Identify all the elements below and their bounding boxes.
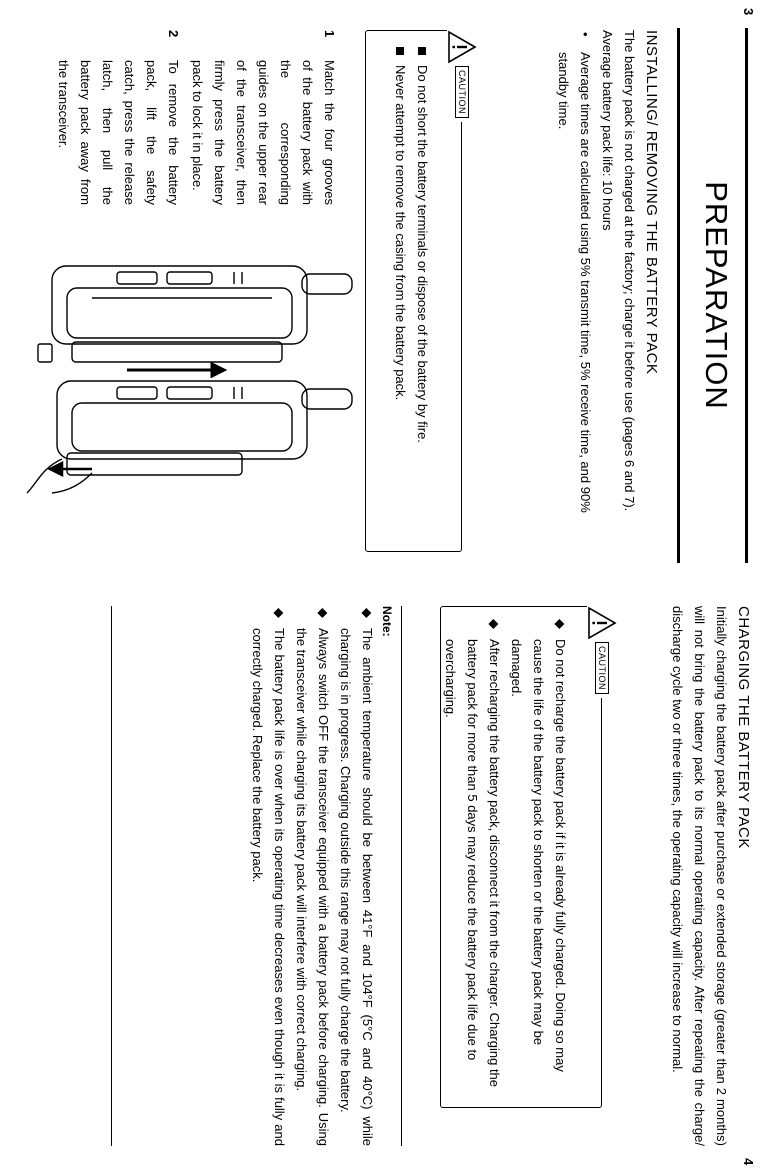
step-2 [52,30,184,205]
step-number: 1 [322,30,337,38]
warning-triangle-icon [587,606,617,640]
charging-section [666,606,752,1146]
radio-remove-icon [17,373,362,498]
step-text: Match the four grooves of the battery pack with the corresponding guides on the upper rear of the transceiver, then firmly press the battery pack to lock it in place. [190,60,337,205]
section-heading: CHARGING THE BATTERY PACK [735,606,752,849]
list-item: ◆ Do not recharge the battery pack if it is already fully charged. Doing so may cause the life of the battery pack to shorten or the battery pack may be damaged. [505,617,571,1095]
list-item: Do not short the battery terminals or dispose of the battery by fire. [411,43,433,543]
note-section [246,606,394,1146]
page-number-right: 4 [741,1158,756,1166]
page-title: PREPARATION [699,181,734,410]
title-rule-bottom [677,28,680,563]
list-item: • Average times are calculated using 5% transmit time, 5% receive time, and 90% standby time. [552,30,596,560]
caution-box [440,606,602,1108]
note-rule-top [401,606,402,1146]
caution-label [447,30,477,122]
caution-list [389,43,433,543]
left-page [0,28,760,563]
list-item: ◆ The battery pack life is over when its operating time decreases even though it is fully and correctly charged. Replace the battery pack. [246,606,290,1146]
right-page [0,606,760,1146]
square-bullet-icon [418,47,426,55]
diamond-bullet-icon: ◆ [553,619,568,629]
radio-install-icon [17,258,362,378]
section-heading: INSTALLING/ REMOVING THE BATTERY PACK [643,30,660,375]
diamond-bullet-icon: ◆ [316,608,331,618]
caution-word: CAUTION [455,66,469,118]
steps [52,30,340,205]
note-list [246,606,378,1146]
intro-text: The battery pack is not charged at the factory; charge it before use (pages 6 and 7). [622,30,637,512]
list-item: ◆ After recharging the battery pack, disconnect it from the charger. Charging the battery pack for more than 5 days may reduce the battery pack life due to overcharging. [439,617,505,1095]
page-number-left: 3 [741,8,756,16]
caution-label [587,606,617,698]
intro-text: Initially charging the battery pack after purchase or extended storage (greater than 2 months) will not bring the battery pack to its normal operating capacity. After repeating the charge/ discharge cycle two or three times, the operating capacity will increase to normal. [670,606,729,1146]
bullet-dot-icon: • [578,32,593,37]
list-item: ◆ Always switch OFF the transceiver equipped with a battery pack before charging. Using the transceiver while charging its battery pack will interfere with correct charging. [290,606,334,1146]
warning-triangle-icon [447,30,477,64]
caution-word: CAUTION [595,642,609,694]
square-bullet-icon [396,47,404,55]
list-item: ◆ The ambient temperature should be between 41°F and 104°F (5°C and 40°C) while charging is in progress. Charging outside this range may not fully charge the battery. [334,606,378,1146]
install-section [552,30,660,560]
battery-life-text: Average battery pack life: 10 hours [600,30,615,231]
step-1 [186,30,340,205]
step-text: To remove the battery pack, lift the safety catch, press the release latch, then pull the battery pack away from the transceiver. [56,60,181,205]
title-rule-top [745,28,748,563]
diamond-bullet-icon: ◆ [360,608,375,618]
info-list [552,30,596,560]
diamond-bullet-icon: ◆ [487,619,502,629]
caution-list [439,617,571,1095]
step-number: 2 [166,30,181,38]
diamond-bullet-icon: ◆ [272,608,287,618]
list-item: Never attempt to remove the casing from the battery pack. [389,43,411,543]
note-title: Note: [380,606,394,637]
note-rule-bottom [111,606,112,1146]
